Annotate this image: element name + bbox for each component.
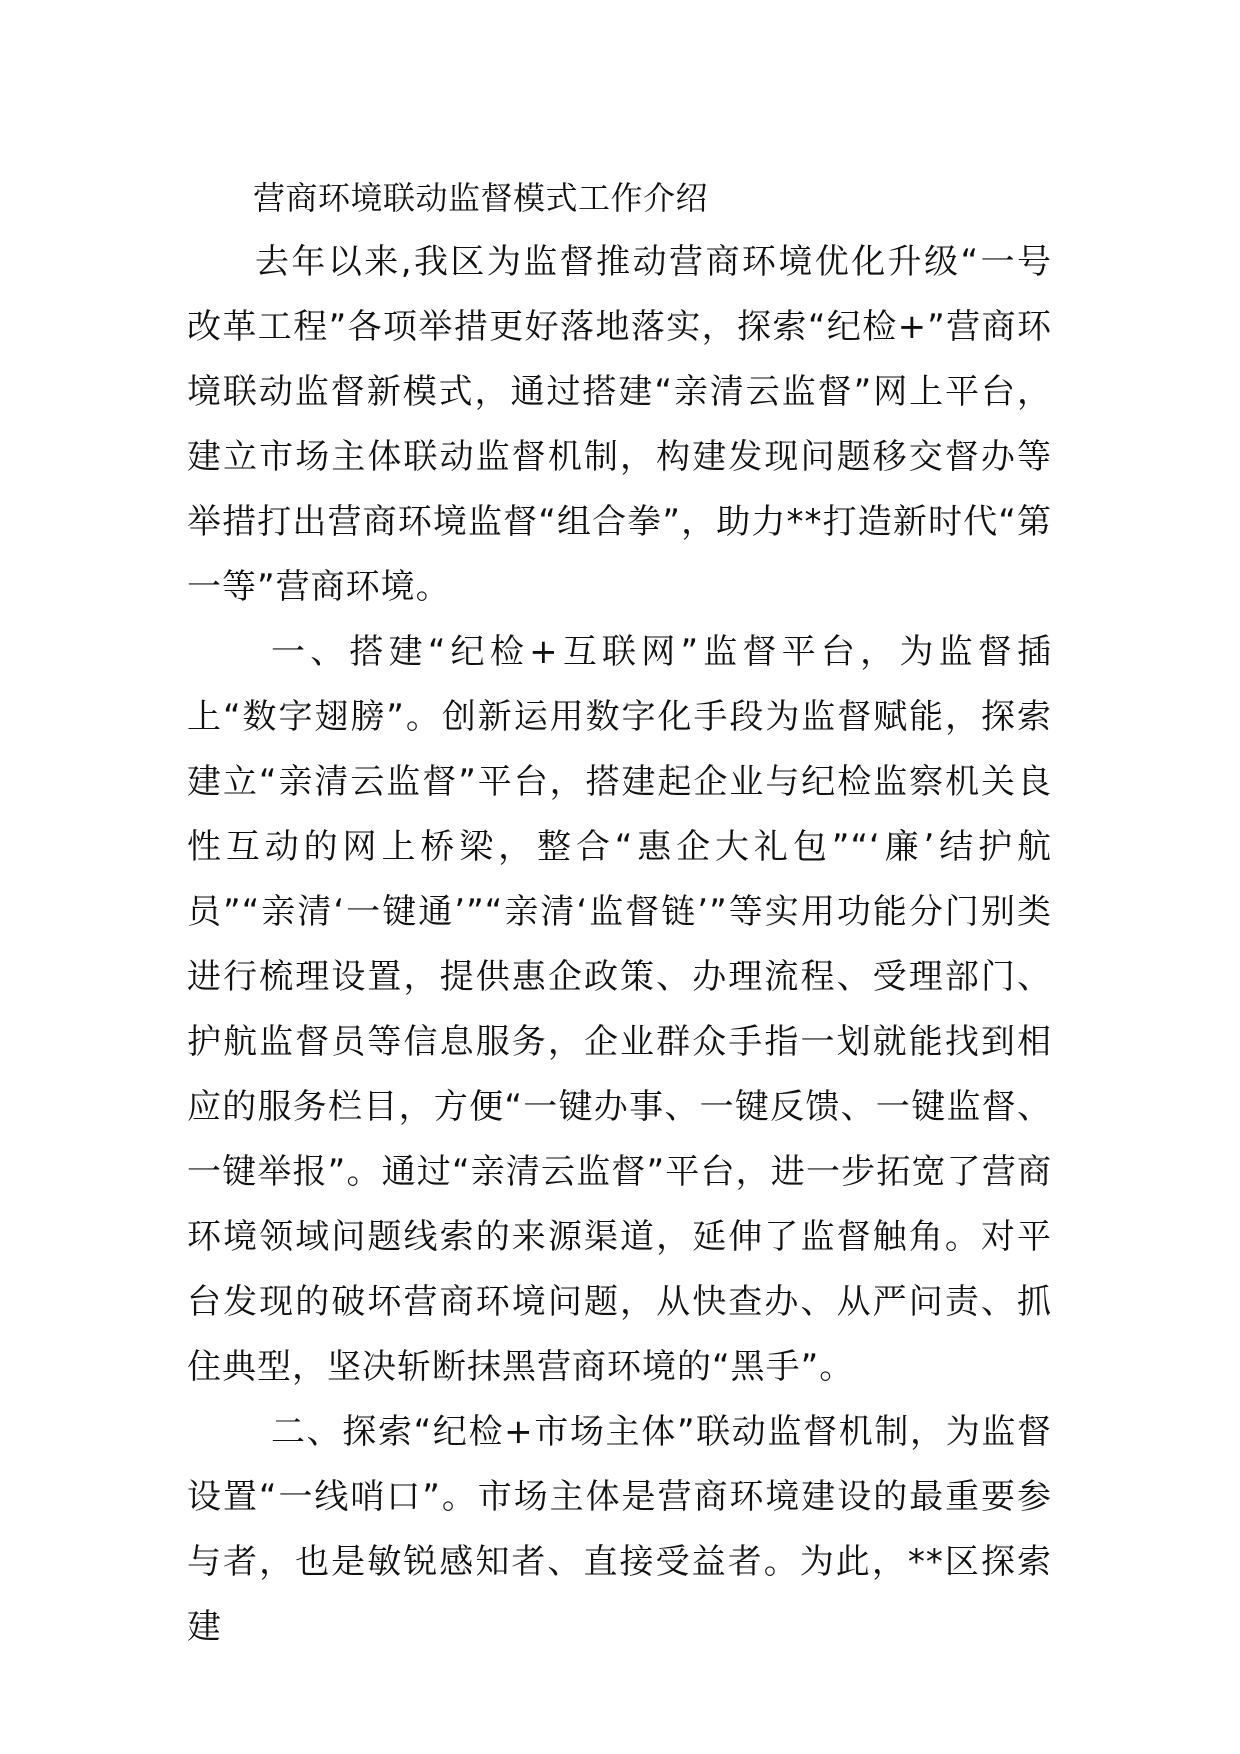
intro-paragraph: 去年以来,我区为监督推动营商环境优化升级“一号改革工程”各项举措更好落地落实，探索“纪检+”营商环境联动监督新模式，通过搭建“亲清云监督”网上平台，建立市场主体联动监督机制，构建发现问题移交督办等举措打出营商环境监督“组合拳”，助力**打造新时代“第一等”营商环境。 (187, 242, 1052, 607)
document-title: 营商环境联动监督模式工作介绍 (253, 179, 709, 217)
section-two-paragraph: 二、探索“纪检+市场主体”联动监督机制，为监督设置“一线哨口”。市场主体是营商环境建设的最重要参与者，也是敏锐感知者、直接受益者。为此，**区探索建 (187, 1412, 1052, 1647)
document-body (187, 170, 1052, 1660)
section-one-paragraph: 一、搭建“纪检+互联网”监督平台，为监督插上“数字翅膀”。创新运用数字化手段为监督赋能，探索建立“亲清云监督”平台，搭建起企业与纪检监察机关良性互动的网上桥梁，整合“惠企大礼包”“‘廉’结护航员”“亲清‘一键通’”“亲清‘监督链’”等实用功能分门别类进行梳理设置，提供惠企政策、办理流程、受理部门、护航监督员等信息服务，企业群众手指一划就能找到相应的服务栏目，方便“一键办事、一键反馈、一键监督、一键举报”。通过“亲清云监督”平台，进一步拓宽了营商环境领域问题线索的来源渠道，延伸了监督触角。对平台发现的破坏营商环境问题，从快查办、从严问责、抓住典型，坚决斩断抹黑营商环境的“黑手”。 (187, 632, 1052, 1387)
